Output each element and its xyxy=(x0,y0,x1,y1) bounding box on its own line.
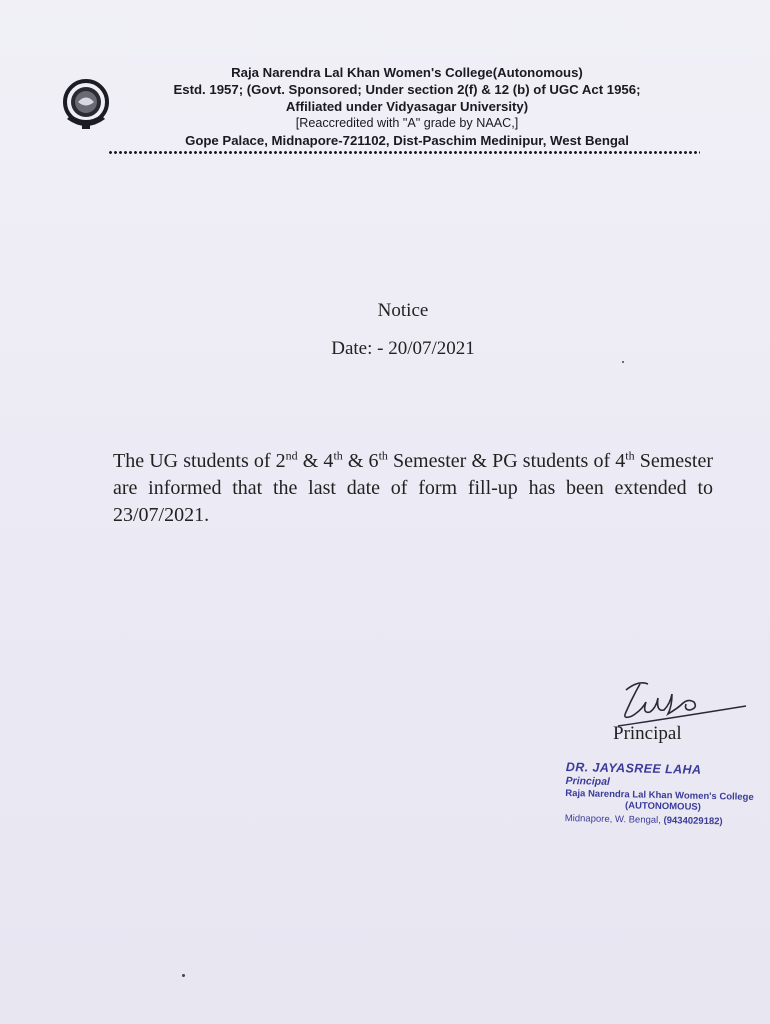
ordinal-suffix: th xyxy=(333,448,343,463)
ordinal-suffix: nd xyxy=(285,448,298,463)
ordinal-suffix: th xyxy=(625,448,635,463)
letterhead xyxy=(112,64,702,149)
stamp-autonomous: (AUTONOMOUS) xyxy=(624,800,701,813)
body-text-segment: & 4 xyxy=(297,450,334,472)
body-text-segment: The UG students of 2 xyxy=(113,450,286,472)
stamp-title: Principal xyxy=(565,774,611,788)
principal-label: Principal xyxy=(613,723,682,744)
affiliation-line: Affiliated under Vidyasagar University) xyxy=(285,99,529,114)
notice-body xyxy=(113,448,713,529)
scan-speck xyxy=(182,974,185,977)
college-name: Raja Narendra Lal Khan Women's College(Autonomous) xyxy=(231,65,583,80)
address-line: Gope Palace, Midnapore-721102, Dist-Paschim Medinipur, West Bengal xyxy=(185,133,629,148)
stamp-college: Raja Narendra Lal Khan Women's College xyxy=(565,787,754,803)
body-text-segment: & 6 xyxy=(342,450,379,472)
handwritten-signature-icon xyxy=(612,668,752,730)
body-text-segment: Semester are informed that the last date of form fill-up has been extended to 23/07/2021. xyxy=(113,450,714,526)
ordinal-suffix: th xyxy=(378,448,388,463)
dotted-divider xyxy=(108,150,700,155)
college-crest-icon xyxy=(61,77,111,133)
body-text-segment: Semester & PG students of 4 xyxy=(387,450,626,472)
stamp-address-line xyxy=(565,813,770,828)
notice-title: Notice xyxy=(377,300,429,321)
notice-date: Date: - 20/07/2021 xyxy=(331,338,475,359)
establishment-line: Estd. 1957; (Govt. Sponsored; Under section 2(f) & 12 (b) of UGC Act 1956; xyxy=(173,82,641,97)
scan-speck xyxy=(622,361,624,363)
official-stamp xyxy=(565,760,770,828)
stamp-name: DR. JAYASREE LAHA xyxy=(565,760,702,777)
stamp-phone: (9434029182) xyxy=(663,815,723,828)
stamp-address: Midnapore, W. Bengal, xyxy=(564,812,661,826)
accreditation-line: [Reaccredited with "A" grade by NAAC,] xyxy=(295,116,519,130)
